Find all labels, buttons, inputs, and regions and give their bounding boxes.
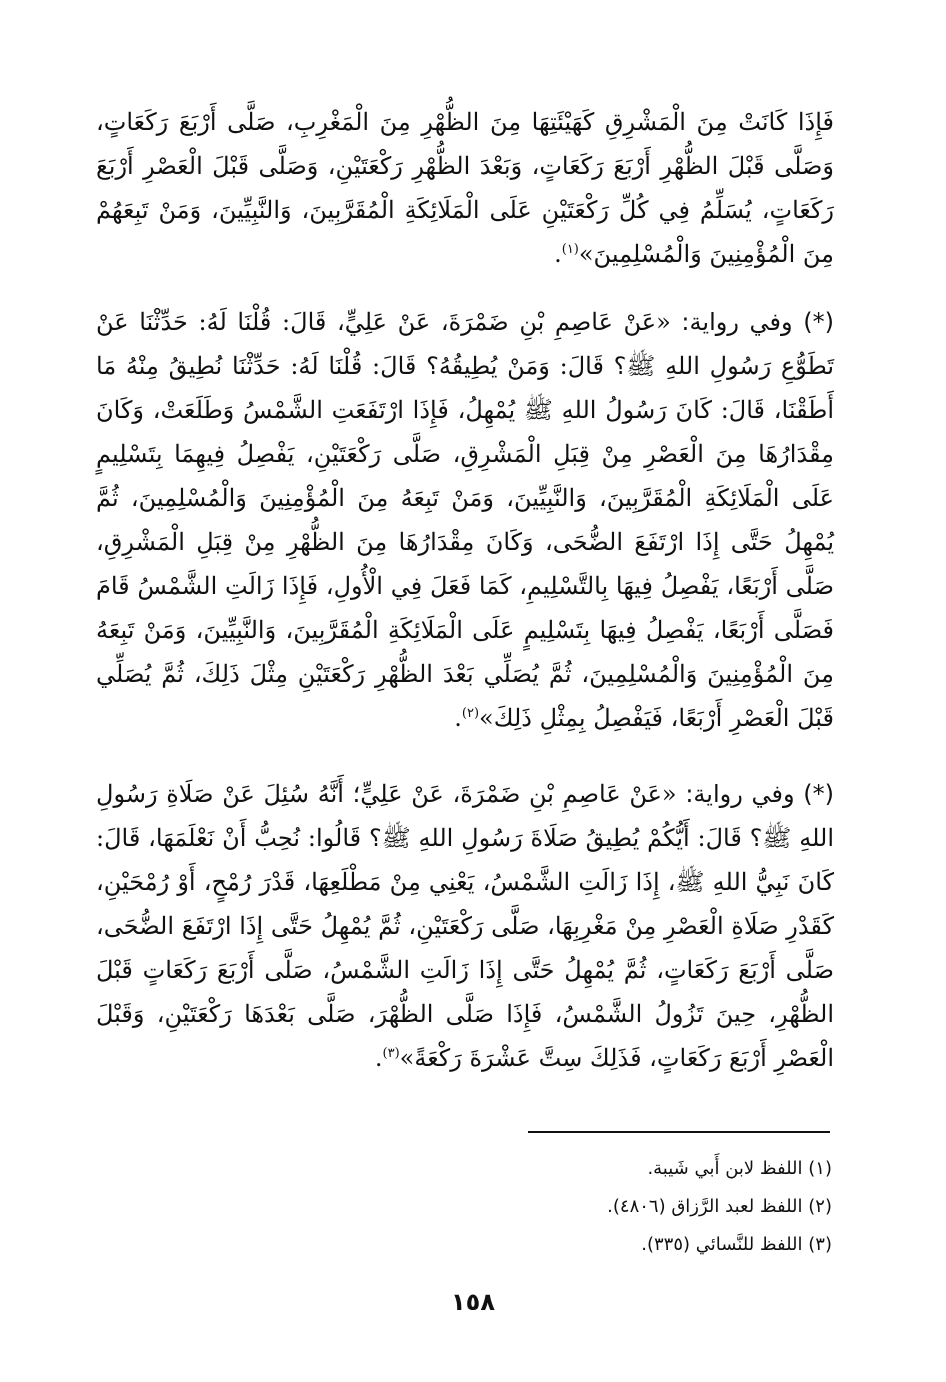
footnote-item: (٣) اللفظ للنَّسائي (٣٣٥). <box>641 1234 832 1255</box>
body-paragraph <box>96 772 834 1080</box>
footnote-divider <box>528 1131 830 1133</box>
body-paragraph <box>96 100 834 276</box>
footnote-reference: (٢) <box>461 706 480 721</box>
paragraph-end: . <box>554 240 562 268</box>
body-paragraph <box>96 300 834 740</box>
footnote-item: (٢) اللفظ لعبد الرَّزاق (٤٨٠٦). <box>607 1196 832 1217</box>
paragraph-text: «عَنْ عَاصِمِ بْنِ ضَمْرَةَ، عَنْ عَلِيٍّ، قَالَ: قُلْنَا لَهُ: حَدِّثْنَا عَنْ تَطَوُّعِ رَسُولِ اللهِ ﷺ؟ قَالَ: وَمَنْ يُطِيقُهُ؟ قَالَ: قُلْنَا لَهُ: حَدِّثْنَا نُطِيقُ مِنْهُ مَا أَطَقْنَا، قَالَ: كَانَ رَسُولُ اللهِ ﷺ يُمْهِلُ، فَإِذَا ارْتَفَعَتِ الشَّمْسُ وَطَلَعَتْ، وَكَانَ مِقْدَارُهَا مِنَ الْعَصْرِ مِنْ قِبَلِ الْمَشْرِقِ، صَلَّى رَكْعَتَيْنِ، يَفْصِلُ فِيهِمَا بِتَسْلِيمٍ عَلَى الْمَلَائِكَةِ الْمُقَرَّبِينَ، وَالنَّبِيِّينَ، وَمَنْ تَبِعَهُ مِنَ الْمُؤْمِنِينَ وَالْمُسْلِمِينَ، ثُمَّ يُمْهِلُ حَتَّى إِذَا ارْتَفَعَ الضُّحَى، وَكَانَ مِقْدَارُهَا مِنَ الظُّهْرِ مِنْ قِبَلِ الْمَشْرِقِ، صَلَّى أَرْبَعًا، يَفْصِلُ فِيهَا بِالتَّسْلِيمِ، كَمَا فَعَلَ فِي الْأُولِ، فَإِذَا زَالَتِ الشَّمْسُ قَامَ فَصَلَّى أَرْبَعًا، يَفْصِلُ فِيهَا بِتَسْلِيمٍ عَلَى الْمَلَائِكَةِ الْمُقَرَّبِينَ، وَالنَّبِيِّينَ، وَمَنْ تَبِعَهُ مِنَ الْمُؤْمِنِينَ وَالْمُسْلِمِينَ، ثُمَّ يُصَلِّي بَعْدَ الظُّهْرِ رَكْعَتَيْنِ مِثْلَ ذَلِكَ، ثُمَّ يُصَلِّي قَبْلَ الْعَصْرِ أَرْبَعًا، فَيَفْصِلُ بِمِثْلِ ذَلِكَ» <box>96 308 835 732</box>
footnote-reference: (٣) <box>382 1046 400 1061</box>
footnote-reference: (١) <box>561 242 579 257</box>
paragraph-text: فَإِذَا كَانَتْ مِنَ الْمَشْرِقِ كَهَيْئَتِهَا مِنَ الظُّهْرِ مِنَ الْمَغْرِبِ، صَلَّى أَرْبَعَ رَكَعَاتٍ، وَصَلَّى قَبْلَ الظُّهْرِ أَرْبَعَ رَكَعَاتٍ، وَبَعْدَ الظُّهْرِ رَكْعَتَيْنِ، وَصَلَّى قَبْلَ الْعَصْرِ أَرْبَعَ رَكَعَاتٍ، يُسَلِّمُ فِي كُلِّ رَكْعَتَيْنِ عَلَى الْمَلَائِكَةِ الْمُقَرَّبِينَ، وَالنَّبِيِّينَ، وَمَنْ تَبِعَهُمْ مِنَ الْمُؤْمِنِينَ وَالْمُسْلِمِينَ» <box>96 108 834 268</box>
page-number: ١٥٨ <box>451 1288 495 1316</box>
footnote-item: (١) اللفظ لابن أَبي شَيبة. <box>647 1158 832 1179</box>
paragraph-end: . <box>454 704 462 732</box>
footnotes-section <box>400 1150 832 1264</box>
paragraph-text: «عَنْ عَاصِمِ بْنِ ضَمْرَةَ، عَنْ عَلِيٍّ؛ أَنَّهُ سُئِلَ عَنْ صَلَاةِ رَسُولِ اللهِ ﷺ؟ قَالَ: أَيُّكُمْ يُطِيقُ صَلَاةَ رَسُولِ اللهِ ﷺ؟ قَالُوا: نُحِبُّ أَنْ نَعْلَمَهَا، قَالَ: كَانَ نَبِيُّ اللهِ ﷺ، إِذَا زَالَتِ الشَّمْسُ، يَعْنِي مِنْ مَطْلَعِهَا، قَدْرَ رُمْحٍ، أَوْ رُمْحَيْنِ، كَقَدْرِ صَلَاةِ الْعَصْرِ مِنْ مَغْرِبِهَا، صَلَّى رَكْعَتَيْنِ، ثُمَّ يُمْهِلُ حَتَّى إِذَا ارْتَفَعَ الضُّحَى، صَلَّى أَرْبَعَ رَكَعَاتٍ، ثُمَّ يُمْهِلُ حَتَّى إِذَا زَالَتِ الشَّمْسُ، صَلَّى أَرْبَعَ رَكَعَاتٍ قَبْلَ الظُّهْرِ، حِينَ تَزُولُ الشَّمْسُ، فَإِذَا صَلَّى الظُّهْرَ، صَلَّى بَعْدَهَا رَكْعَتَيْنِ، وَقَبْلَ الْعَصْرِ أَرْبَعَ رَكَعَاتٍ، فَذَلِكَ سِتَّ عَشْرَةَ رَكْعَةً» <box>96 780 834 1072</box>
paragraph-end: . <box>374 1044 383 1072</box>
paragraph-prefix: (*) وفي رواية: <box>670 308 834 336</box>
paragraph-prefix: (*) وفي رواية: <box>676 780 834 808</box>
